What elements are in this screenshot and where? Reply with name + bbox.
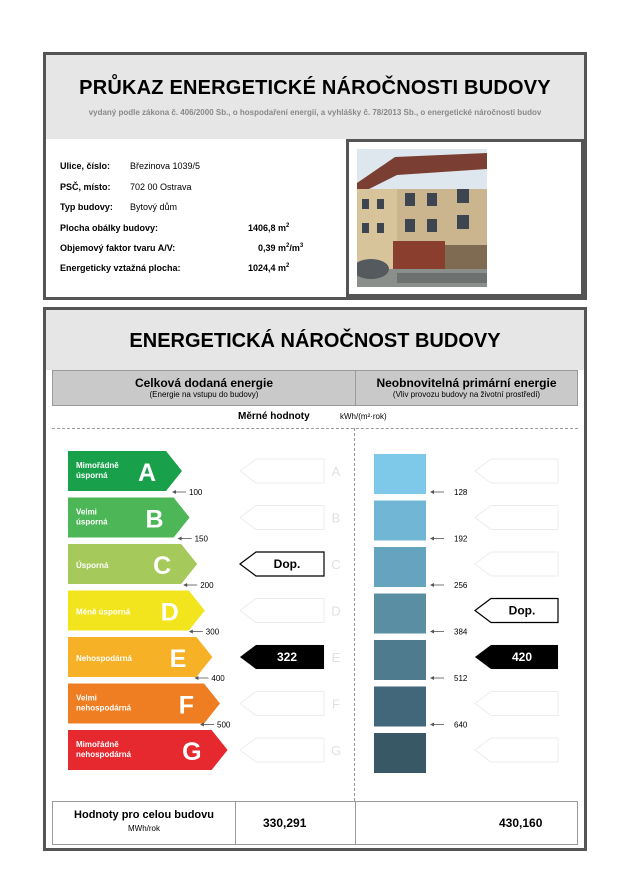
left-threshold-value: 500 <box>217 720 231 730</box>
left-reference-label: Dop. <box>273 557 301 571</box>
shape-factor-value: 0,39 $m^2/m^3$ <box>258 243 304 253</box>
primary-energy-total: 430,160 <box>499 816 543 830</box>
primary-scale-bar-b <box>374 501 426 541</box>
left-marker-slot-d <box>240 599 324 623</box>
primary-scale-bar-g <box>374 733 426 773</box>
right-threshold-value: 128 <box>454 488 468 497</box>
right-threshold-value: 640 <box>454 720 468 730</box>
right-marker-slot-a <box>475 459 558 483</box>
building-photo <box>357 149 487 287</box>
energy-scale <box>46 310 584 848</box>
ghost-letter-c: C <box>331 557 341 572</box>
class-label-f-2: nehospodárná <box>76 703 132 713</box>
right-marker-slot-g <box>475 738 558 762</box>
class-label-f: Velmi <box>76 693 97 703</box>
right-threshold-arrow <box>430 537 434 541</box>
ghost-letter-g: G <box>330 743 342 758</box>
right-threshold-arrow <box>430 676 434 680</box>
class-label-a-2: úsporná <box>76 471 108 480</box>
class-letter-f: F <box>178 691 194 720</box>
right-value-label: 420 <box>511 650 533 664</box>
building-type-value: Bytový dům <box>130 202 178 212</box>
left-threshold-arrow <box>183 583 187 587</box>
right-reference-label: Dop. <box>508 603 536 618</box>
class-letter-d: D <box>160 598 179 627</box>
class-label-e: Nehospodárná <box>76 654 133 663</box>
class-letter-b: B <box>145 505 164 534</box>
reference-area-label: Energeticky vztažná plocha: <box>60 263 181 273</box>
certificate-title: PRŮKAZ ENERGETICKÉ NÁROČNOSTI BUDOVY <box>79 77 551 99</box>
bottom-divider-2 <box>355 802 356 844</box>
class-letter-a: A <box>137 459 156 487</box>
primary-scale-bar-a <box>374 454 426 494</box>
delivered-energy-title: Celková dodaná energie <box>134 376 274 390</box>
left-threshold-value: 100 <box>189 488 203 497</box>
building-type-label: Typ budovy: <box>60 202 113 212</box>
zip-value: 702 00 Ostrava <box>130 182 192 192</box>
zip-label: PSČ, místo: <box>60 182 111 192</box>
specific-values-label: Měrné hodnoty <box>238 411 310 422</box>
left-marker-slot-f <box>240 692 324 716</box>
class-label-d: Méně úsporná <box>76 607 131 617</box>
right-marker-slot-b <box>475 506 558 530</box>
primary-scale-bar-d <box>374 594 426 634</box>
energy-title: ENERGETICKÁ NÁROČNOST BUDOVY <box>129 330 501 352</box>
primary-energy-subtitle: (Vliv provozu budovy na životní prostředí) <box>392 390 541 399</box>
building-photo-frame <box>346 139 584 297</box>
left-threshold-value: 400 <box>211 674 225 683</box>
reference-area-value: 1024,4 $m^2$ <box>248 263 290 273</box>
ghost-letter-f: F <box>332 696 340 712</box>
ghost-letter-e: E <box>331 650 341 665</box>
bottom-divider-1 <box>235 802 236 844</box>
left-marker-slot-b <box>240 506 324 530</box>
whole-building-unit: MWh/rok <box>128 824 160 833</box>
class-label-c: Úsporná <box>76 561 109 570</box>
left-threshold-arrow <box>189 630 193 634</box>
ghost-letter-d: D <box>331 603 341 619</box>
class-label-b-2: úsporná <box>76 517 108 527</box>
street-label: Ulice, číslo: <box>60 161 111 171</box>
right-threshold-value: 512 <box>454 674 468 683</box>
primary-scale-bar-c <box>374 547 426 587</box>
left-value-label: 322 <box>276 650 298 664</box>
class-letter-e: E <box>169 645 187 673</box>
class-label-a: Mimořádně <box>76 461 119 470</box>
primary-scale-bar-f <box>374 687 426 727</box>
delivered-energy-subtitle: (Energie na vstupu do budovy) <box>149 390 259 399</box>
class-letter-g: G <box>182 738 202 766</box>
right-threshold-arrow <box>430 630 434 634</box>
whole-building-row <box>52 801 578 845</box>
class-letter-c: C <box>153 552 172 580</box>
primary-scale-bar-e <box>374 640 426 680</box>
right-threshold-value: 256 <box>454 581 468 590</box>
ghost-letter-a: A <box>331 464 341 479</box>
left-threshold-arrow <box>178 537 182 541</box>
left-threshold-value: 300 <box>205 627 220 637</box>
unit-label: kWh/(m²·rok) <box>340 412 387 421</box>
right-marker-slot-f <box>475 692 558 716</box>
left-marker-slot-g <box>240 738 324 762</box>
street-value: Březinova 1039/5 <box>130 161 201 171</box>
primary-energy-title: Neobnovitelná primární energie <box>376 376 557 390</box>
class-label-b: Velmi <box>76 507 97 517</box>
whole-building-label: Hodnoty pro celou budovu <box>74 809 214 821</box>
left-marker-slot-a <box>240 459 324 483</box>
right-threshold-value: 192 <box>454 534 468 544</box>
shape-factor-label: Objemový faktor tvaru A/V: <box>60 243 176 253</box>
envelope-area-value: 1406,8 $m^2$ <box>248 223 290 233</box>
class-label-g-2: nehospodárná <box>76 750 132 759</box>
envelope-area-label: Plocha obálky budovy: <box>60 223 159 233</box>
building-info-panel <box>43 52 587 300</box>
certificate-subtitle: vydaný podle zákona č. 406/2000 Sb., o hospodaření energií, a vyhlášky č. 78/2013 Sb., o energetické náročnosti budov <box>88 108 542 117</box>
class-label-g: Mimořádně <box>76 740 119 749</box>
right-threshold-arrow <box>430 490 434 494</box>
delivered-energy-total: 330,291 <box>263 816 307 830</box>
certificate-header <box>46 55 584 139</box>
left-threshold-arrow <box>172 490 176 494</box>
right-threshold-arrow <box>430 583 434 587</box>
left-threshold-value: 200 <box>200 581 214 590</box>
right-threshold-value: 384 <box>454 627 468 637</box>
left-threshold-value: 150 <box>194 534 208 544</box>
right-threshold-arrow <box>430 723 434 727</box>
right-marker-slot-c <box>475 552 558 576</box>
energy-performance-panel <box>43 307 587 851</box>
ghost-letter-b: B <box>331 510 341 526</box>
